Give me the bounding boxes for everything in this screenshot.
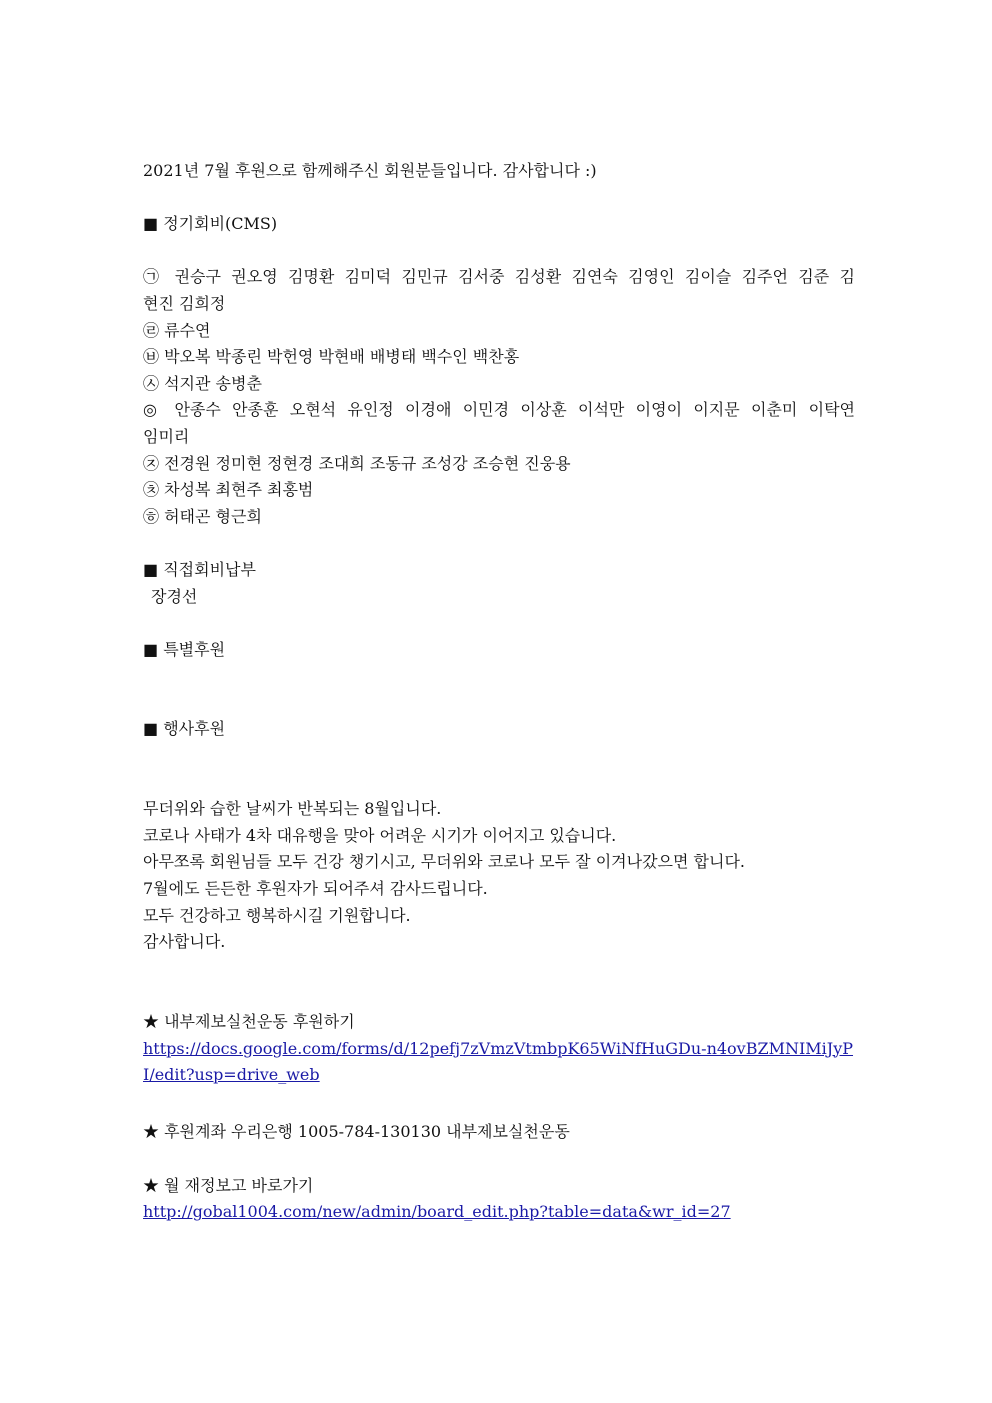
- spacer: [143, 690, 855, 717]
- spacer: [143, 530, 855, 557]
- message-line: 아무쪼록 회원님들 모두 건강 챙기시고, 무더위와 코로나 모두 잘 이겨나갔으면 합니다.: [143, 852, 745, 872]
- intro-text: 2021년 7월 후원으로 함께해주신 회원분들입니다. 감사합니다 :): [143, 161, 597, 180]
- member-list-rieul: ㉣ 류수연: [143, 320, 211, 340]
- finance-report-link[interactable]: http://gobal1004.com/new/admin/board_edit.php?table=data&wr_id=27: [143, 1202, 731, 1222]
- member-list-giyeok: ㉠ 권승구 권오영 김명환 김미덕 김민규 김서중 김성환 김연숙 김영인 김이슬 김주언 김준 김: [143, 267, 855, 287]
- spacer: [143, 1093, 855, 1120]
- spacer: [143, 1146, 855, 1173]
- member-list-ieung: ◎ 안종수 안종훈 오현석 유인정 이경애 이민경 이상훈 이석만 이영이 이지문 이춘미 이탁연: [143, 400, 855, 420]
- member-list-ieung-cont: 임미리: [143, 426, 190, 446]
- spacer: [143, 982, 855, 1009]
- document-page: [143, 158, 855, 1230]
- member-list-chieut: ㉩ 차성복 최현주 최홍범: [143, 480, 314, 500]
- spacer: [143, 610, 855, 637]
- member-list-bieup: ㉥ 박오복 박종린 박헌영 박현배 배병태 백수인 백찬홍: [143, 347, 520, 367]
- message-line: 코로나 사태가 4차 대유행을 맞아 어려운 시기가 이어지고 있습니다.: [143, 825, 617, 845]
- member-list-giyeok-cont: 현진 김희정: [143, 293, 226, 313]
- section-heading-event: ■ 행사후원: [143, 719, 226, 739]
- spacer: [143, 956, 855, 983]
- bank-account-text: ★ 후원계좌 우리은행 1005-784-130130 내부제보실천운동: [143, 1122, 570, 1142]
- spacer: [143, 743, 855, 770]
- section-heading-direct: ■ 직접회비납부: [143, 559, 256, 579]
- support-form-link[interactable]: https://docs.google.com/forms/d/12pefj7zVmzVtmbpK65WiNfHuGDu-n4ovBZMNIMiJyP: [143, 1038, 854, 1058]
- support-label: ★ 내부제보실천운동 후원하기: [143, 1012, 355, 1031]
- direct-member-list: 장경선: [151, 586, 198, 606]
- spacer: [143, 185, 855, 212]
- spacer: [143, 770, 855, 797]
- report-label: ★ 월 재정보고 바로가기: [143, 1175, 314, 1195]
- section-heading-regular: ■ 정기회비(CMS): [143, 214, 278, 234]
- member-list-hieut: ㉭ 허태곤 형근희: [143, 506, 262, 526]
- member-list-siot: ㉦ 석지관 송병춘: [143, 373, 262, 393]
- section-heading-special: ■ 특별후원: [143, 639, 226, 659]
- message-line: 모두 건강하고 행복하시길 기원합니다.: [143, 905, 411, 925]
- spacer: [143, 238, 855, 265]
- message-line: 7월에도 든든한 후원자가 되어주셔 감사드립니다.: [143, 879, 488, 899]
- member-list-jieut: ㉨ 전경원 정미현 정현경 조대희 조동규 조성강 조승현 진웅용: [143, 453, 571, 473]
- support-form-link-cont[interactable]: I/edit?usp=drive_web: [143, 1065, 320, 1085]
- message-line: 감사합니다.: [143, 932, 226, 952]
- message-line: 무더위와 습한 날씨가 반복되는 8월입니다.: [143, 799, 442, 819]
- spacer: [143, 663, 855, 690]
